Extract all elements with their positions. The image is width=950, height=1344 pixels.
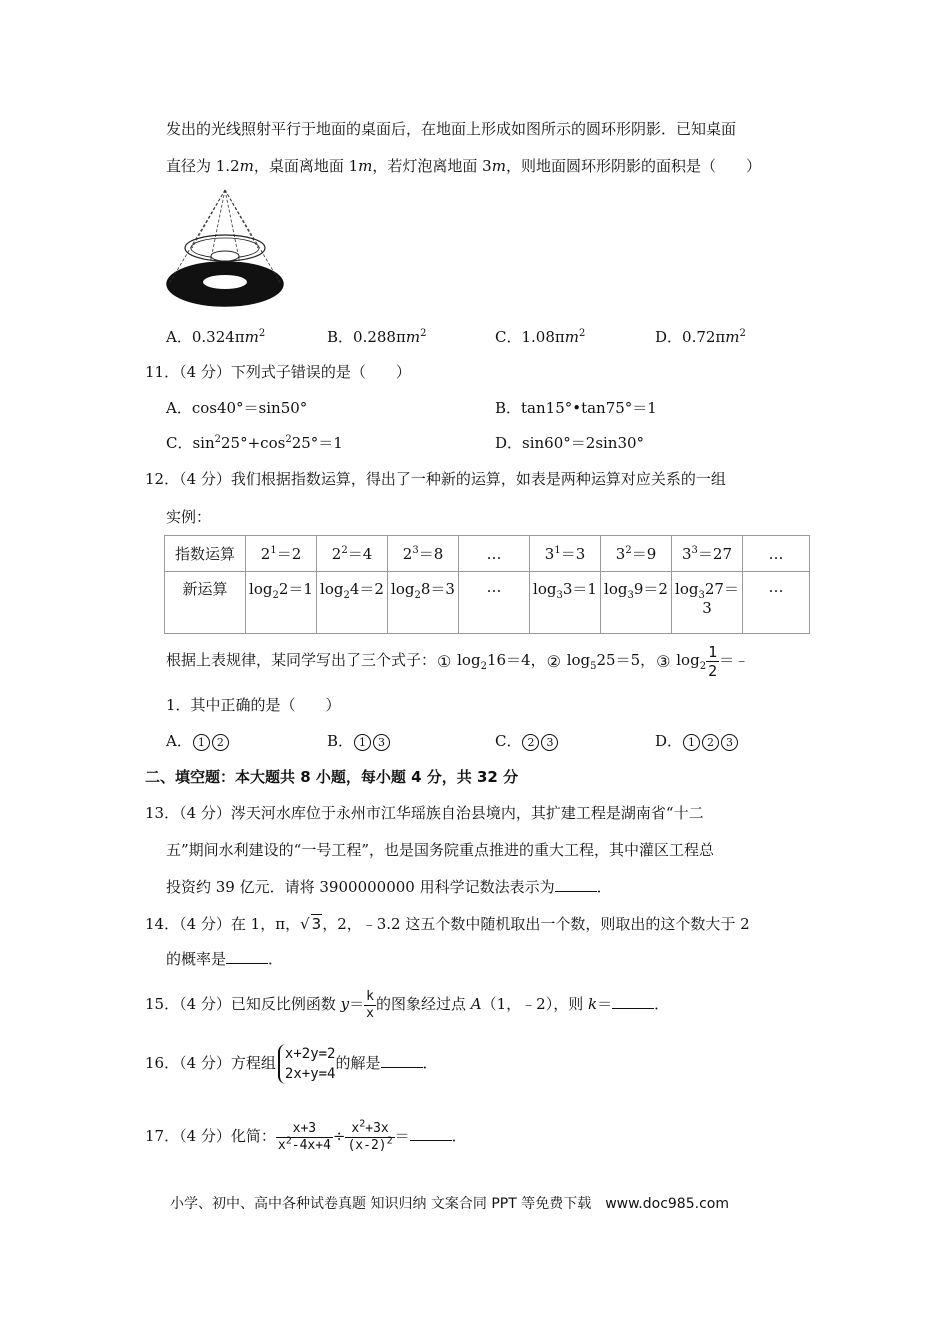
sqrt-radicand: 3	[311, 915, 322, 933]
circled-number: 2	[212, 734, 229, 751]
exponent: 2	[285, 1135, 292, 1147]
fraction	[364, 989, 376, 1021]
unit: m	[725, 328, 740, 346]
table-cell	[388, 536, 459, 572]
section-heading: 二、填空题：本大题共 8 小题，每小题 4 分，共 32 分	[145, 768, 519, 786]
value: ＝8	[418, 545, 444, 563]
table-cell	[530, 572, 601, 634]
unit: m	[239, 157, 254, 175]
log-base: 5	[590, 661, 597, 672]
log: log	[320, 580, 344, 598]
table-cell	[601, 572, 672, 634]
text: （1，﹣2），则	[481, 995, 588, 1013]
text: 的概率是	[166, 950, 227, 968]
log: log	[675, 580, 699, 598]
row-header: 新运算	[165, 572, 246, 634]
term: +3x	[365, 1120, 389, 1136]
denominator	[276, 1135, 333, 1154]
circled-number: 2	[702, 734, 719, 751]
circled-number: 1	[354, 734, 371, 751]
log-base: 2	[699, 661, 707, 672]
q10-option-d[interactable]	[655, 326, 746, 347]
table-cell	[601, 536, 672, 572]
text: ．	[596, 878, 612, 896]
text: C．sin	[166, 434, 215, 452]
exponent: 1	[270, 545, 277, 556]
option-letter: B．	[327, 732, 354, 750]
denominator: x	[366, 1005, 374, 1021]
option-label: D．0.72π	[655, 328, 726, 346]
table-cell	[672, 536, 743, 572]
value: ＝3	[560, 545, 586, 563]
table-cell: …	[459, 572, 530, 634]
base: 3	[681, 545, 692, 563]
circled-number: 3	[373, 734, 390, 751]
log: log	[561, 651, 591, 669]
base: 3	[615, 545, 626, 563]
q12-option-b[interactable]	[327, 730, 391, 751]
table-row	[165, 572, 810, 634]
fraction	[276, 1121, 333, 1153]
text: ．	[422, 1054, 438, 1072]
q10-option-b[interactable]	[327, 326, 426, 347]
base: 2	[402, 545, 413, 563]
q16-line	[145, 1038, 438, 1088]
table-cell: …	[459, 536, 530, 572]
log: log	[604, 580, 628, 598]
option-letter: A．	[166, 732, 192, 750]
circled-number: 3	[541, 734, 558, 751]
table-cell	[388, 572, 459, 634]
q12-option-a[interactable]	[166, 730, 230, 751]
exponent: 3	[412, 545, 419, 556]
text: ，则地面圆环形阴影的面积是（ ）	[505, 157, 761, 175]
log-base: 2	[414, 590, 421, 601]
circled-number: 3	[721, 734, 738, 751]
value: 8＝3	[420, 580, 455, 598]
q17-line	[145, 1112, 467, 1160]
text: ，若灯泡离地面 3	[372, 157, 492, 175]
q10-option-a[interactable]	[166, 326, 265, 347]
answer-blank[interactable]	[410, 1126, 452, 1141]
text: 根据上表规律，某同学写出了三个式子：	[166, 651, 437, 669]
exponent: 2	[578, 328, 586, 339]
exponent: 2	[625, 545, 632, 556]
log: log	[249, 580, 273, 598]
circled-number: ①	[437, 651, 452, 671]
option-label: C．1.08π	[495, 328, 565, 346]
q12-option-c[interactable]	[495, 730, 559, 751]
q10-line1: 发出的光线照射平行于地面的桌面后，在地面上形成如图所示的圆环形阴影．已知桌面	[166, 120, 737, 138]
text: 的解是	[335, 1054, 381, 1072]
q12-rule-line1	[166, 640, 749, 680]
exponent: 2	[341, 545, 348, 556]
text: 14．（4 分）在 1，π，	[145, 915, 301, 933]
unit: m	[405, 328, 421, 346]
text: 17．（4 分）化简：	[145, 1127, 276, 1145]
point-label: A	[470, 995, 482, 1013]
numerator: 1	[708, 642, 718, 661]
text: ＝﹣	[719, 651, 750, 669]
fraction	[706, 643, 719, 680]
text: 25＝5，	[596, 651, 656, 669]
q12-stem-line1: 12．（4 分）我们根据指数运算，得出了一种新的运算，如表是两种运算对应关系的一组	[145, 470, 726, 488]
log: log	[391, 580, 415, 598]
exponent: 2	[739, 328, 746, 339]
equation: x+2y=2	[284, 1045, 336, 1062]
exponent: 1	[554, 545, 561, 556]
circled-number: ②	[546, 651, 561, 671]
equation-system	[278, 1044, 336, 1085]
denominator	[345, 1135, 394, 1154]
base: 2	[331, 545, 342, 563]
operator: ＝	[394, 1127, 410, 1145]
log-base: 2	[272, 590, 279, 601]
circled-number: ③	[656, 651, 671, 671]
numerator: k	[366, 988, 374, 1004]
q11-option-d[interactable]: D．sin60°＝2sin30°	[495, 434, 645, 452]
exponent: 2	[285, 434, 292, 445]
q13-line2: 五”期间水利建设的“一号工程”，也是国务院重点推进的重大工程，其中灌区工程总	[166, 841, 715, 859]
value: ＝9	[631, 545, 657, 563]
answer-blank[interactable]	[226, 949, 268, 964]
variable: y	[340, 995, 350, 1013]
base: 2	[260, 545, 271, 563]
value: 27＝	[704, 580, 739, 598]
numerator: x+3	[276, 1121, 333, 1138]
text: ＝	[597, 995, 613, 1013]
unit: m	[564, 328, 579, 346]
answer-blank[interactable]	[612, 994, 654, 1009]
q12-rule-line2: 1．其中正确的是（ ）	[166, 696, 341, 714]
log: log	[452, 651, 481, 669]
text: 15．（4 分）已知反比例函数	[145, 995, 341, 1013]
table-cell: …	[743, 572, 810, 634]
text: 16＝4，	[486, 651, 546, 669]
denominator: 2	[708, 661, 718, 680]
table-cell	[317, 536, 388, 572]
value: ＝4	[347, 545, 373, 563]
circled-number: 1	[683, 734, 700, 751]
variable: k	[587, 995, 598, 1013]
text: 直径为 1.2	[166, 157, 240, 175]
q11-option-b[interactable]: B．tan15°•tan75°＝1	[495, 399, 657, 417]
table-cell	[530, 536, 601, 572]
text: ，桌面离地面 1	[253, 157, 359, 175]
lamp-shadow-figure	[164, 186, 286, 312]
text: ．	[654, 995, 670, 1013]
table-row	[165, 536, 810, 572]
log-base: 2	[480, 661, 487, 672]
operator: ÷	[332, 1127, 346, 1145]
text: ，2，﹣3.2 这五个数中随机取出一个数，则取出的这个数大于 2	[322, 915, 750, 933]
answer-blank[interactable]	[381, 1053, 423, 1068]
value: 3	[702, 599, 712, 617]
unit: m	[244, 328, 259, 346]
text: 25°+cos	[221, 434, 286, 452]
q11-option-c[interactable]	[166, 432, 343, 453]
example-table	[164, 535, 810, 634]
table-cell: …	[743, 536, 810, 572]
fraction	[345, 1118, 394, 1153]
q11-option-a[interactable]: A．cos40°＝sin50°	[166, 399, 308, 417]
answer-blank[interactable]	[555, 877, 597, 892]
value: 4＝2	[349, 580, 384, 598]
text: 投资约 39 亿元．请将 3900000000 用科学记数法表示为	[166, 878, 555, 896]
value: ＝2	[276, 545, 302, 563]
q14-line2	[166, 948, 283, 969]
q15-line	[145, 984, 669, 1024]
q14-line1: 14．（4 分）在 1，π，√ 3，2，﹣3.2 这五个数中随机取出一个数，则取出的这个数大于 2	[145, 915, 750, 933]
text: ．	[451, 1127, 467, 1145]
exponent: 2	[386, 1135, 393, 1147]
log: log	[533, 580, 557, 598]
q10-option-c[interactable]	[495, 326, 585, 347]
base: 3	[544, 545, 555, 563]
q12-option-d[interactable]	[655, 730, 739, 751]
term: x	[351, 1120, 360, 1136]
footer-text: 小学、初中、高中各种试卷真题 知识归纳 文案合同 PPT 等免费下载 www.doc985.com	[170, 1196, 729, 1212]
term: (x-2)	[347, 1137, 387, 1153]
term: x	[277, 1137, 286, 1153]
log-base: 3	[627, 590, 634, 601]
exponent: 2	[359, 1118, 366, 1130]
q10-line2	[166, 155, 761, 176]
exponent: 2	[420, 328, 427, 339]
unit: m	[491, 157, 506, 175]
option-letter: C．	[495, 732, 522, 750]
option-label: A．0.324π	[166, 328, 245, 346]
equation: 2x+y=4	[284, 1066, 336, 1082]
text: ＝	[349, 995, 365, 1013]
exponent: 2	[214, 434, 222, 445]
log-base: 2	[343, 590, 350, 601]
log-base: 3	[698, 590, 705, 601]
value: 9＝2	[633, 580, 668, 598]
table-cell	[246, 536, 317, 572]
circled-number: 2	[522, 734, 539, 751]
value: 3＝1	[562, 580, 597, 598]
option-label: B．0.288π	[327, 328, 406, 346]
table-cell	[672, 572, 743, 634]
log-base: 3	[556, 590, 563, 601]
text: ．	[268, 950, 284, 968]
table-cell	[317, 572, 388, 634]
text: 25°＝1	[291, 434, 343, 452]
term: -4x+4	[291, 1137, 331, 1153]
log: log	[671, 651, 700, 669]
value: 2＝1	[278, 580, 313, 598]
exponent: 3	[691, 545, 698, 556]
q13-line1: 13．（4 分）涔天河水库位于永州市江华瑶族自治县境内，其扩建工程是湖南省“十二	[145, 804, 704, 822]
q12-stem-line2: 实例：	[166, 508, 212, 526]
circled-number: 1	[193, 734, 210, 751]
option-letter: D．	[655, 732, 683, 750]
exponent: 2	[258, 328, 266, 339]
row-header: 指数运算	[165, 536, 246, 572]
unit: m	[358, 157, 373, 175]
table-cell	[246, 572, 317, 634]
q13-line3	[166, 876, 612, 897]
value: ＝27	[697, 545, 732, 563]
text: 的图象经过点	[376, 995, 471, 1013]
q11-stem: 11．（4 分）下列式子错误的是（ ）	[145, 363, 411, 381]
text: 16．（4 分）方程组	[145, 1054, 276, 1072]
